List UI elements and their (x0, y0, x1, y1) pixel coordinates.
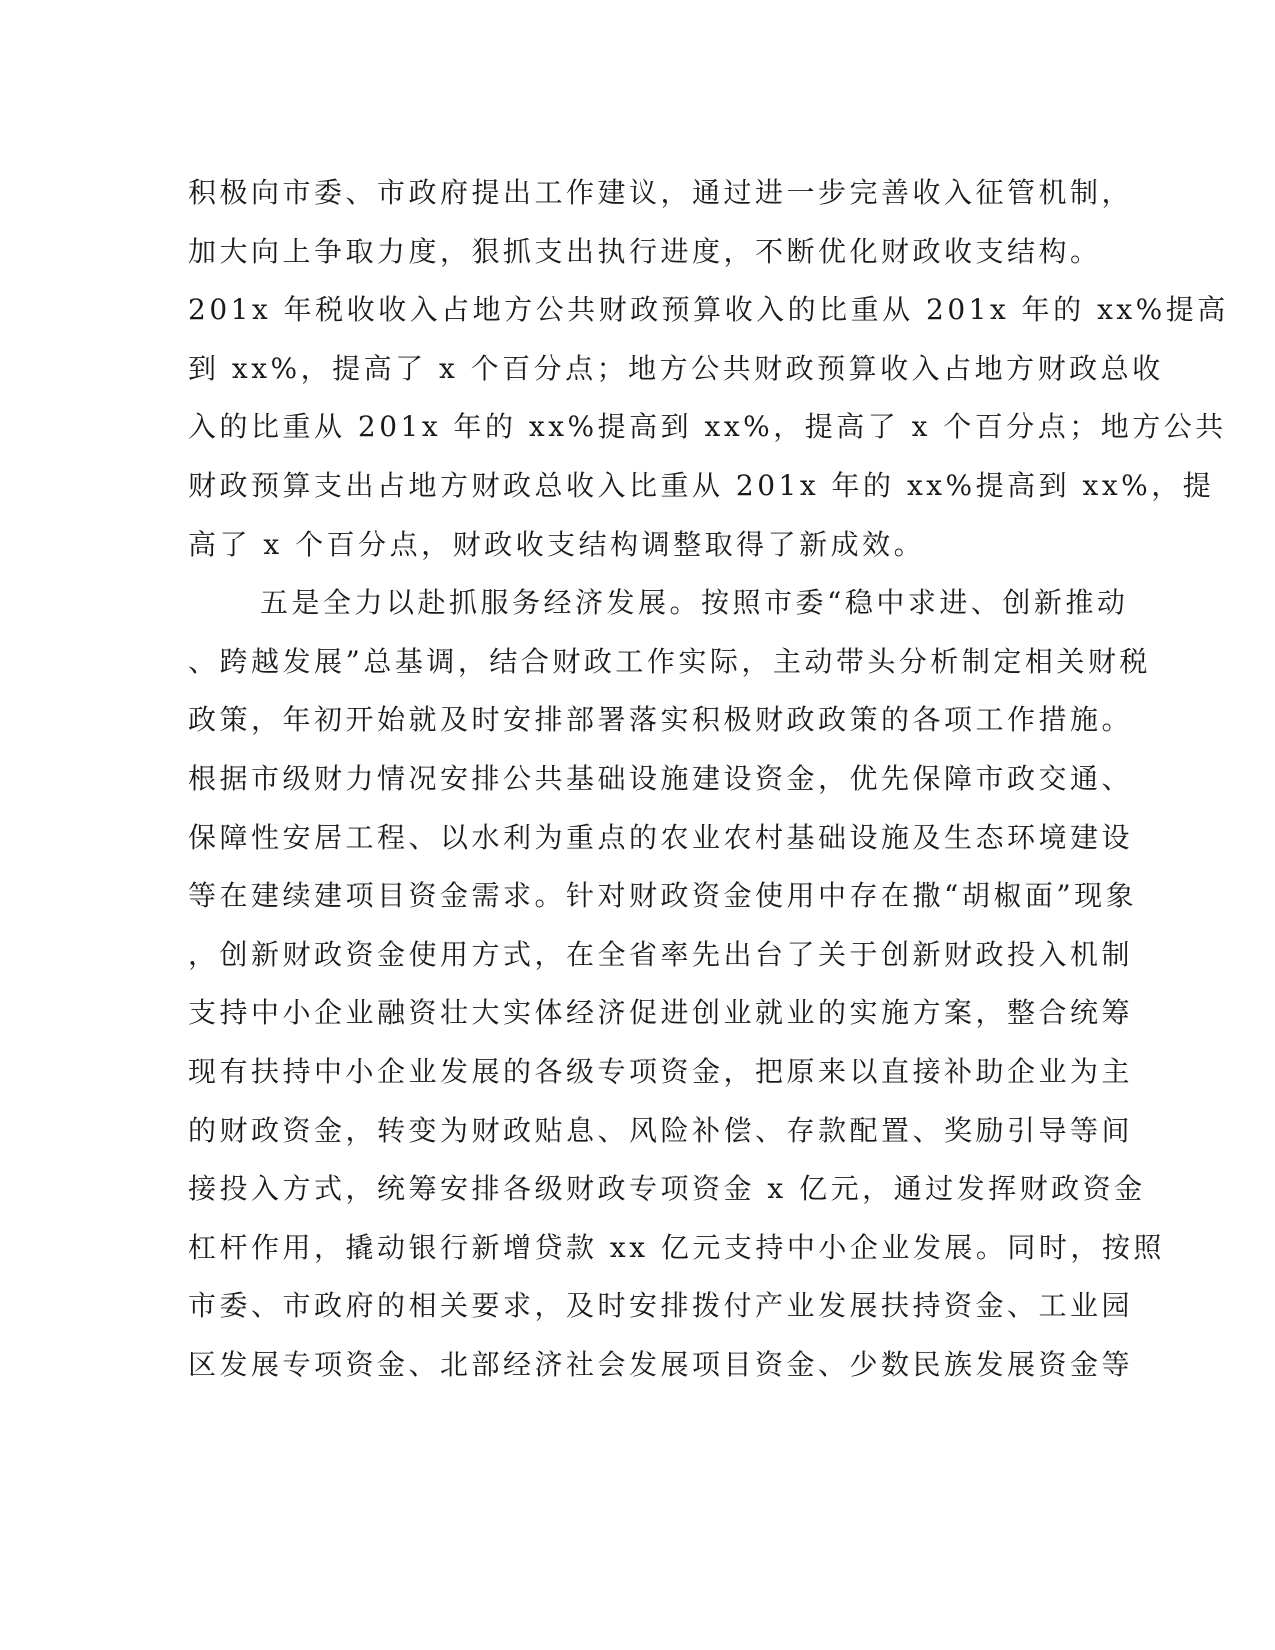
text-line: 根据市级财力情况安排公共基础设施建设资金，优先保障市政交通、 (188, 761, 1134, 795)
text-line: 市委、市政府的相关要求，及时安排拨付产业发展扶持资金、工业园 (188, 1289, 1134, 1323)
text-line: 入的比重从 201x 年的 xx%提高到 xx%，提高了 x 个百分点；地方公共 (188, 410, 1227, 444)
text-line: 加大向上争取力度，狠抓支出执行进度，不断优化财政收支结构。 (188, 234, 1102, 268)
text-line: ，创新财政资金使用方式，在全省率先出台了关于创新财政投入机制 (188, 937, 1134, 971)
text-line: 现有扶持中小企业发展的各级专项资金，把原来以直接补助企业为主 (188, 1054, 1134, 1088)
text-line: 政策，年初开始就及时安排部署落实积极财政政策的各项工作措施。 (188, 703, 1134, 737)
text-line: 、跨越发展”总基调，结合财政工作实际，主动带头分析制定相关财税 (188, 644, 1151, 678)
text-line: 保障性安居工程、以水利为重点的农业农村基础设施及生态环境建设 (188, 820, 1134, 854)
text-line: 高了 x 个百分点，财政收支结构调整取得了新成效。 (188, 527, 926, 561)
text-line: 支持中小企业融资壮大实体经济促进创业就业的实施方案，整合统筹 (188, 996, 1134, 1030)
text-line: 区发展专项资金、北部经济社会发展项目资金、少数民族发展资金等 (188, 1347, 1134, 1381)
text-line: 积极向市委、市政府提出工作建议，通过进一步完善收入征管机制， (188, 176, 1134, 209)
text-line: 财政预算支出占地方财政总收入比重从 201x 年的 xx%提高到 xx%，提 (188, 468, 1215, 502)
text-line: 的财政资金，转变为财政贴息、风险补偿、存款配置、奖励引导等间 (188, 1113, 1134, 1147)
text-line: 接投入方式，统筹安排各级财政专项资金 x 亿元，通过发挥财政资金 (188, 1172, 1146, 1206)
text-line: 杠杆作用，撬动银行新增贷款 xx 亿元支持中小企业发展。同时，按照 (188, 1230, 1165, 1264)
text-line: 201x 年税收收入占地方公共财政预算收入的比重从 201x 年的 xx%提高 (188, 293, 1229, 327)
text-line: 等在建续建项目资金需求。针对财政资金使用中存在撒“胡椒面”现象 (188, 879, 1138, 913)
paragraph-start-line: 五是全力以赴抓服务经济发展。按照市委“稳中求进、创新推动 (260, 586, 1129, 620)
body-text (188, 164, 1229, 1394)
text-line: 到 xx%，提高了 x 个百分点；地方公共财政预算收入占地方财政总收 (188, 351, 1164, 385)
